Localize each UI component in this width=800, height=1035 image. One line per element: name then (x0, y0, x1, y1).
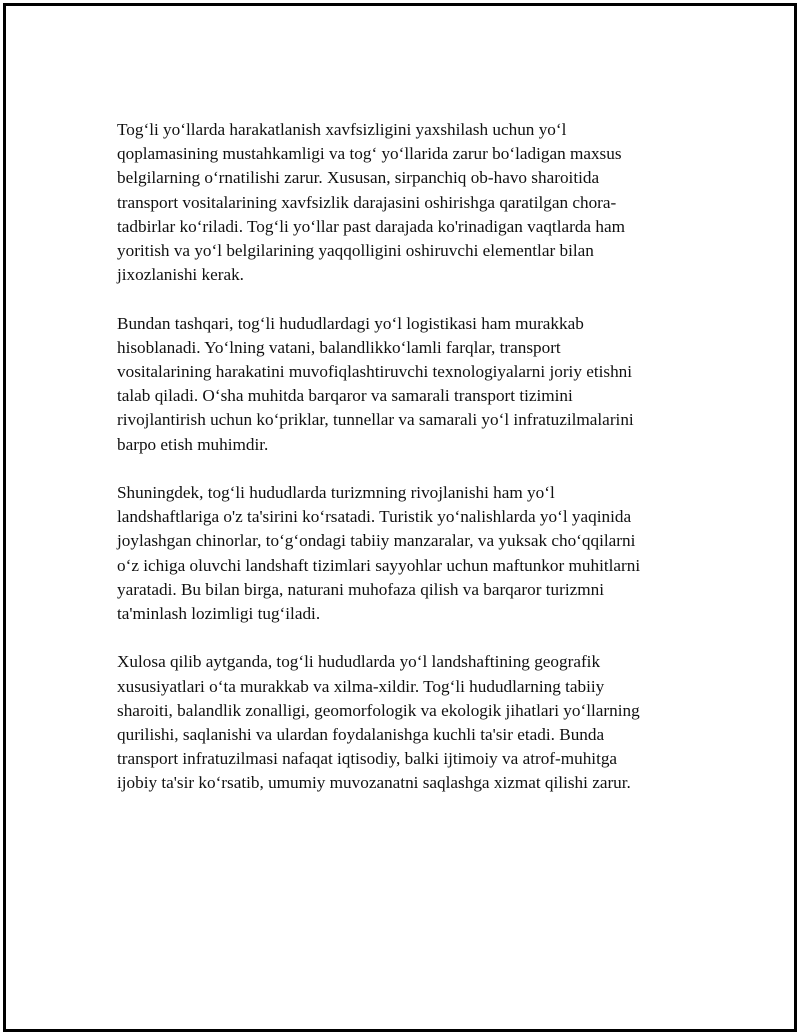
text-line: jixozlanishi kerak. (117, 265, 244, 285)
text-line: xususiyatlari o‘ta murakkab va xilma-xildir. Tog‘li hududlarning tabiiy (117, 676, 605, 696)
text-line: vositalarining harakatini muvofiqlashtiruvchi texnologiyalarni joriy etishni (117, 362, 633, 382)
document-body (117, 118, 697, 820)
text-line: Tog‘li yo‘llarda harakatlanish xavfsizligini yaxshilash uchun yo‘l (117, 120, 567, 139)
text-line: ta'minlash lozimligi tug‘iladi. (117, 604, 321, 624)
text-line: Xulosa qilib aytganda, tog‘li hududlarda yo‘l landshaftining geografik (117, 652, 601, 672)
text-line: rivojlantirish uchun ko‘priklar, tunnellar va samarali yo‘l infratuzilmalarini (117, 410, 634, 430)
text-line: tadbirlar ko‘riladi. Tog‘li yo‘llar past darajada ko'rinadigan vaqtlarda ham (117, 216, 625, 236)
paragraph-road-logistics (117, 312, 697, 457)
text-line: Shuningdek, tog‘li hududlarda turizmning rivojlanishi ham yo‘l (117, 483, 555, 503)
text-line: o‘z ichiga oluvchi landshaft tizimlari sayyohlar uchun maftunkor muhitlarni (117, 555, 641, 575)
text-line: barpo etish muhimdir. (117, 434, 269, 454)
text-line: landshaftlariga o'z ta'sirini ko‘rsatadi. Turistik yo‘nalishlarda yo‘l yaqinida (117, 507, 632, 527)
paragraph-tourism (117, 481, 697, 626)
text-line: hisoblanadi. Yo‘lning vatani, balandlikko‘lamli farqlar, transport (117, 337, 561, 357)
paragraph-road-safety (117, 118, 697, 287)
text-line: transport infratuzilmasi nafaqat iqtisodiy, balki ijtimoiy va atrof-muhitga (117, 749, 618, 769)
text-line: qoplamasining mustahkamligi va tog‘ yo‘llarida zarur bo‘ladigan maxsus (117, 144, 622, 164)
text-line: qurilishi, saqlanishi va ulardan foydalanishga kuchli ta'sir etadi. Bunda (117, 725, 605, 745)
text-line: talab qiladi. O‘sha muhitda barqaror va samarali transport tizimini (117, 386, 573, 406)
text-line: transport vositalarining xavfsizlik darajasini oshirishga qaratilgan chora- (117, 192, 617, 212)
text-line: ijobiy ta'sir ko‘rsatib, umumiy muvozanatni saqlashga xizmat qilishi zarur. (117, 773, 631, 793)
text-line: yaratadi. Bu bilan birga, naturani muhofaza qilish va barqaror turizmni (117, 579, 604, 599)
text-line: joylashgan chinorlar, to‘g‘ondagi tabiiy manzaralar, va yuksak cho‘qqilarni (117, 531, 636, 551)
text-line: Bundan tashqari, tog‘li hududlardagi yo‘l logistikasi ham murakkab (117, 313, 584, 333)
text-line: yoritish va yo‘l belgilarining yaqqolligini oshiruvchi elementlar bilan (117, 241, 594, 261)
text-line: sharoiti, balandlik zonalligi, geomorfologik va ekologik jihatlari yo‘llarning (117, 700, 640, 720)
text-line: belgilarning o‘rnatilishi zarur. Xususan, sirpanchiq ob-havo sharoitida (117, 168, 600, 188)
paragraph-conclusion (117, 650, 697, 795)
